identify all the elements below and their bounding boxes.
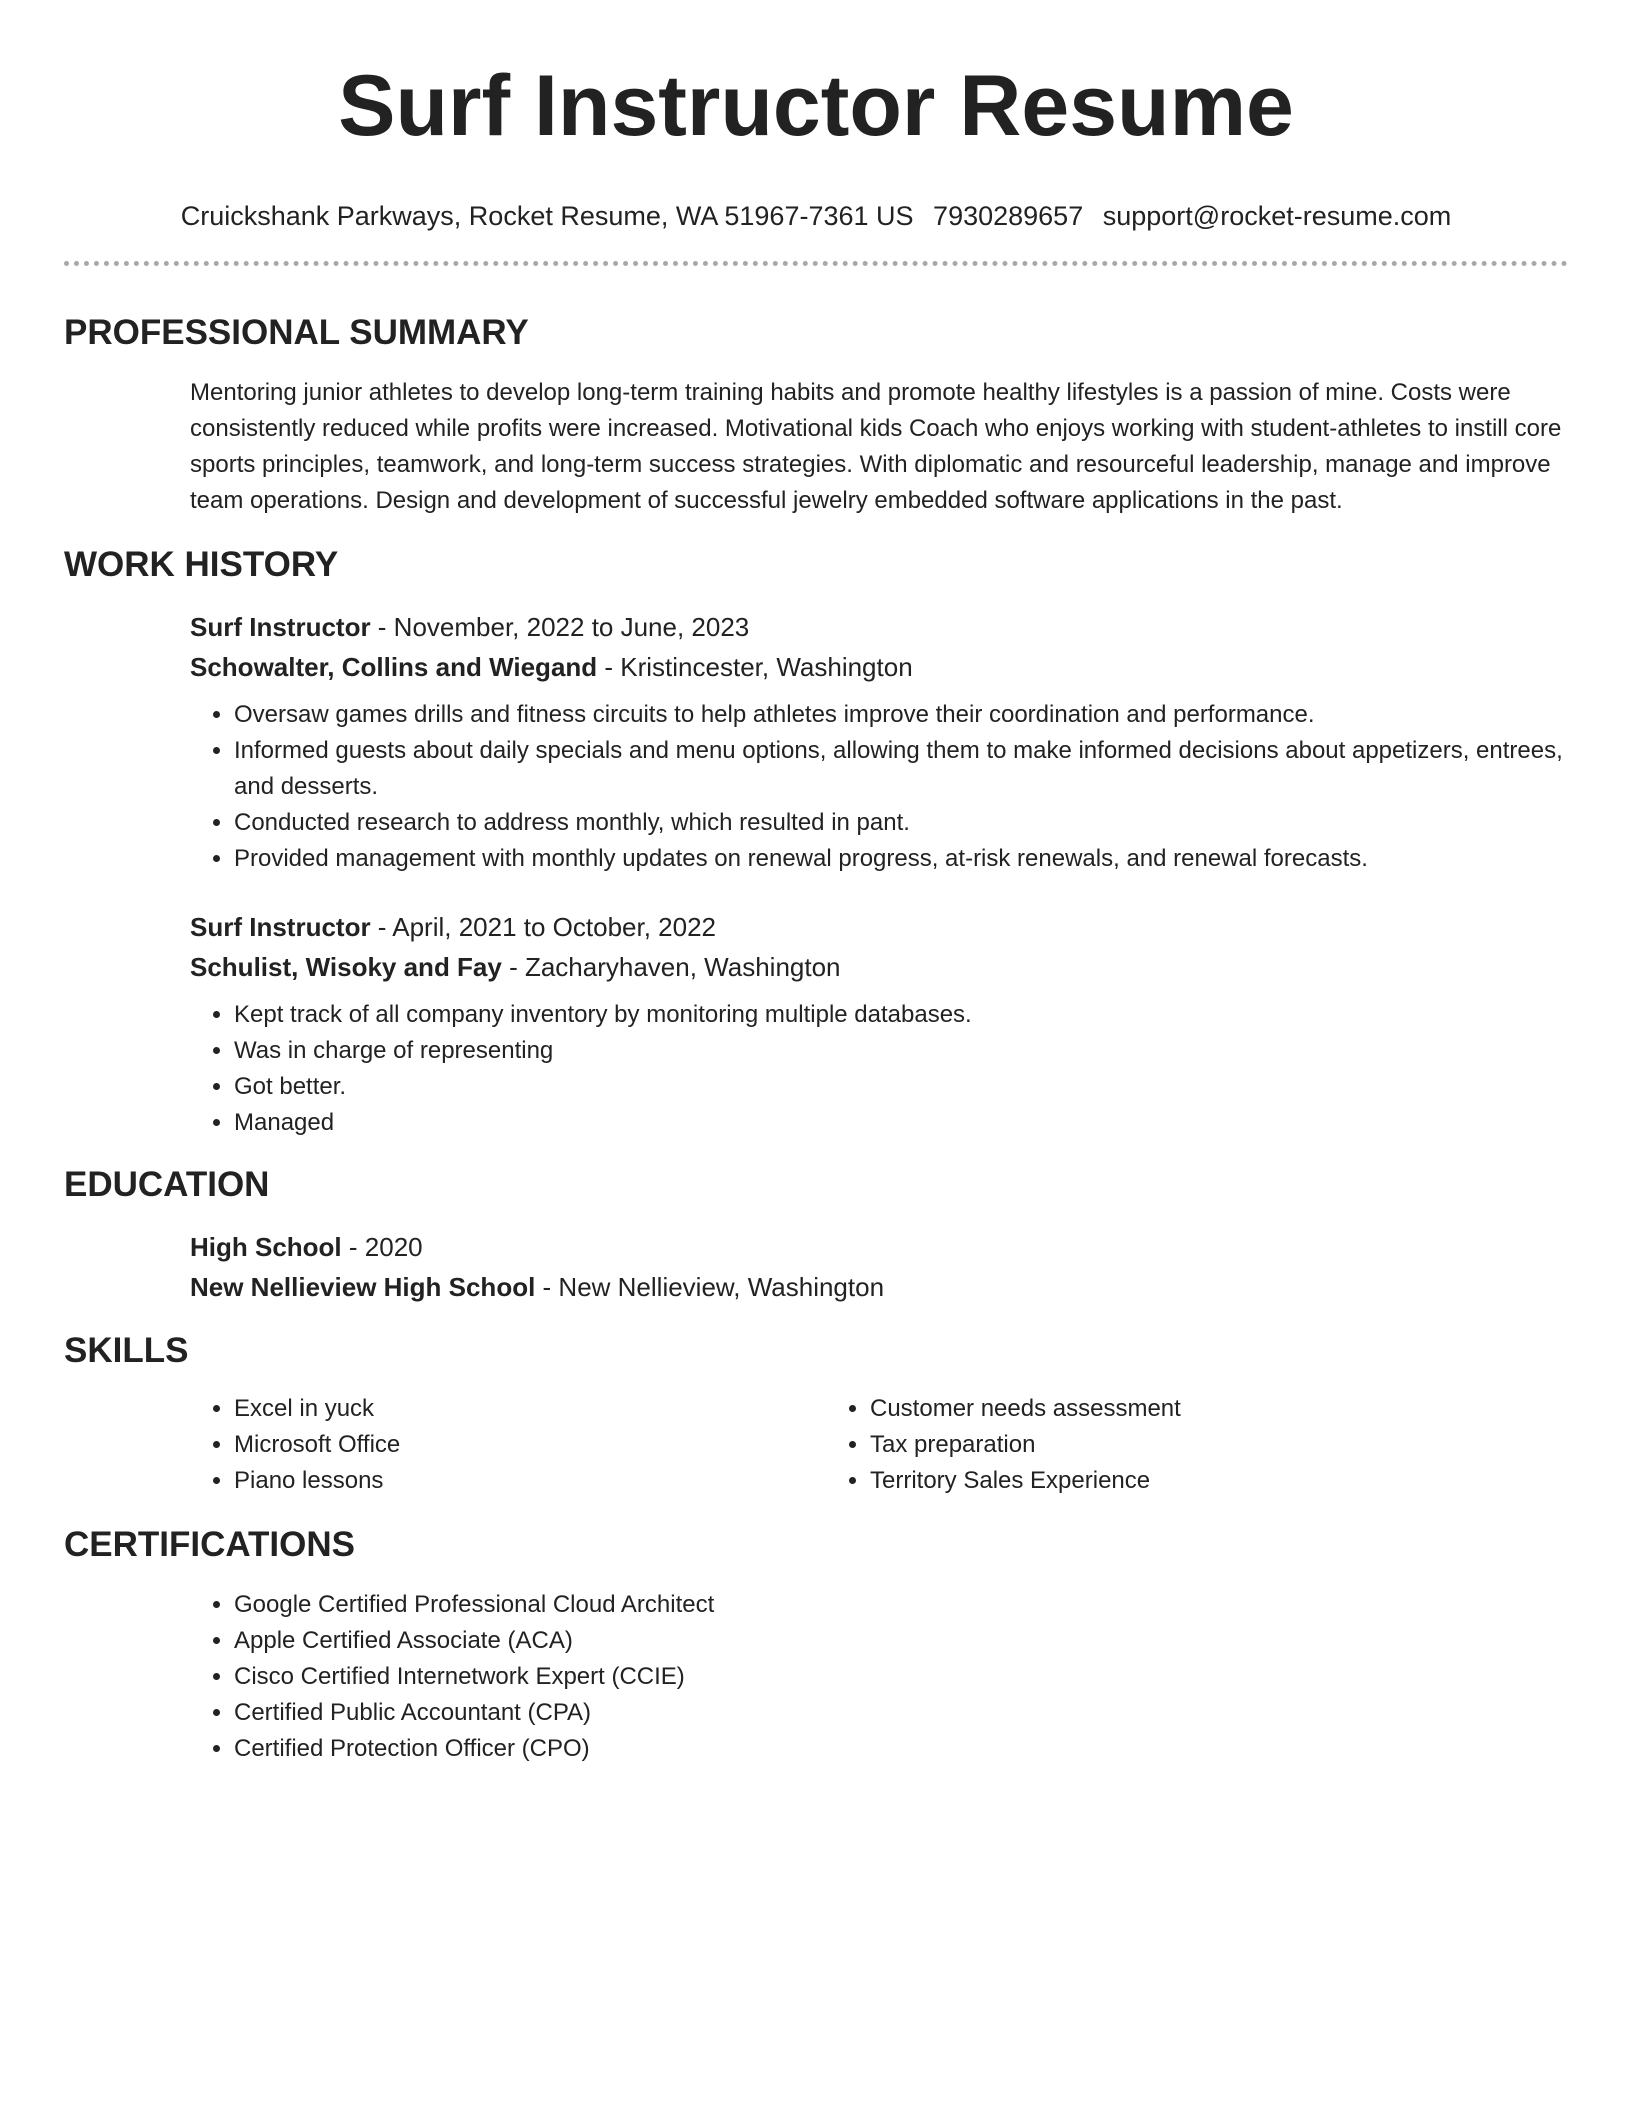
- certification-item: • Apple Certified Associate (ACA): [234, 1623, 1568, 1659]
- job-bullet: • Oversaw games drills and fitness circuits to help athletes improve their coordination and performance.: [234, 697, 1568, 733]
- job-entry: [190, 607, 1568, 877]
- job-dates: - November, 2022 to June, 2023: [370, 612, 750, 642]
- work-history-heading: WORK HISTORY: [64, 545, 339, 584]
- job-bullet: • Managed: [234, 1105, 1568, 1141]
- certification-item: • Certified Public Accountant (CPA): [234, 1695, 1568, 1731]
- job-bullet: • Provided management with monthly updates on renewal progress, at-risk renewals, and renewal forecasts.: [234, 841, 1568, 877]
- contact-phone: 7930289657: [933, 201, 1084, 231]
- job-company-line: [190, 647, 1568, 687]
- job-bullet: • Was in charge of representing: [234, 1033, 1568, 1069]
- job-title-line: [190, 907, 1568, 947]
- skills-list: [190, 1391, 1568, 1499]
- certification-item: • Google Certified Professional Cloud Architect: [234, 1587, 1568, 1623]
- job-company-line: [190, 947, 1568, 987]
- job-bullet: • Kept track of all company inventory by monitoring multiple databases.: [234, 997, 1568, 1033]
- contact-email: support@rocket-resume.com: [1102, 201, 1452, 231]
- summary-text: Mentoring junior athletes to develop long-term training habits and promote healthy lifestyles is a passion of mine. Costs were consistently reduced while profits were increased. Motivational kids Coach who enjoys working with student-athletes to instill core sports principles, teamwork, and long-term success strategies. With diplomatic and resourceful leadership, manage and improve team operations. Design and development of successful jewelry embedded software applications in the past.: [190, 379, 1562, 514]
- job-dates: - April, 2021 to October, 2022: [370, 912, 717, 942]
- education-school: New Nellieview High School: [190, 1272, 536, 1302]
- job-bullet: • Conducted research to address monthly, which resulted in pant.: [234, 805, 1568, 841]
- skill-item: • Piano lessons: [234, 1463, 826, 1499]
- job-bullets: [190, 697, 1568, 877]
- job-company: Schulist, Wisoky and Fay: [190, 952, 502, 982]
- skills-column-left: [190, 1391, 826, 1499]
- job-company: Schowalter, Collins and Wiegand: [190, 652, 598, 682]
- skill-item: • Microsoft Office: [234, 1427, 826, 1463]
- skill-item: • Excel in yuck: [234, 1391, 826, 1427]
- skill-item: • Customer needs assessment: [870, 1391, 1462, 1427]
- job-bullet: • Got better.: [234, 1069, 1568, 1105]
- job-title: Surf Instructor: [190, 612, 371, 642]
- job-title: Surf Instructor: [190, 912, 371, 942]
- resume-title: Surf Instructor Resume: [338, 58, 1294, 154]
- education-heading: EDUCATION: [64, 1165, 270, 1204]
- header-divider: [64, 261, 1568, 266]
- education-degree-line: [190, 1227, 1568, 1267]
- contact-address: Cruickshank Parkways, Rocket Resume, WA 51967-7361 US: [180, 201, 914, 231]
- job-entry: [190, 907, 1568, 1141]
- education-degree: High School: [190, 1232, 342, 1262]
- education-entry: [190, 1227, 1568, 1307]
- education-school-line: [190, 1267, 1568, 1307]
- education-year: - 2020: [341, 1232, 423, 1262]
- certifications-list: [190, 1587, 1568, 1767]
- education-location: - New Nellieview, Washington: [535, 1272, 885, 1302]
- certifications-heading: CERTIFICATIONS: [64, 1525, 356, 1564]
- job-bullet: • Informed guests about daily specials and menu options, allowing them to make informed decisions about appetizers, entrees, and desserts.: [234, 733, 1568, 805]
- skill-item: • Territory Sales Experience: [870, 1463, 1462, 1499]
- job-location: - Zacharyhaven, Washington: [501, 952, 841, 982]
- summary-heading: PROFESSIONAL SUMMARY: [64, 313, 529, 352]
- skills-heading: SKILLS: [64, 1331, 189, 1370]
- job-location: - Kristincester, Washington: [597, 652, 913, 682]
- job-title-line: [190, 607, 1568, 647]
- contact-line: [64, 198, 1568, 234]
- skills-column-right: [826, 1391, 1462, 1499]
- certification-item: • Cisco Certified Internetwork Expert (CCIE): [234, 1659, 1568, 1695]
- skill-item: • Tax preparation: [870, 1427, 1462, 1463]
- job-bullets: [190, 997, 1568, 1141]
- certification-item: • Certified Protection Officer (CPO): [234, 1731, 1568, 1767]
